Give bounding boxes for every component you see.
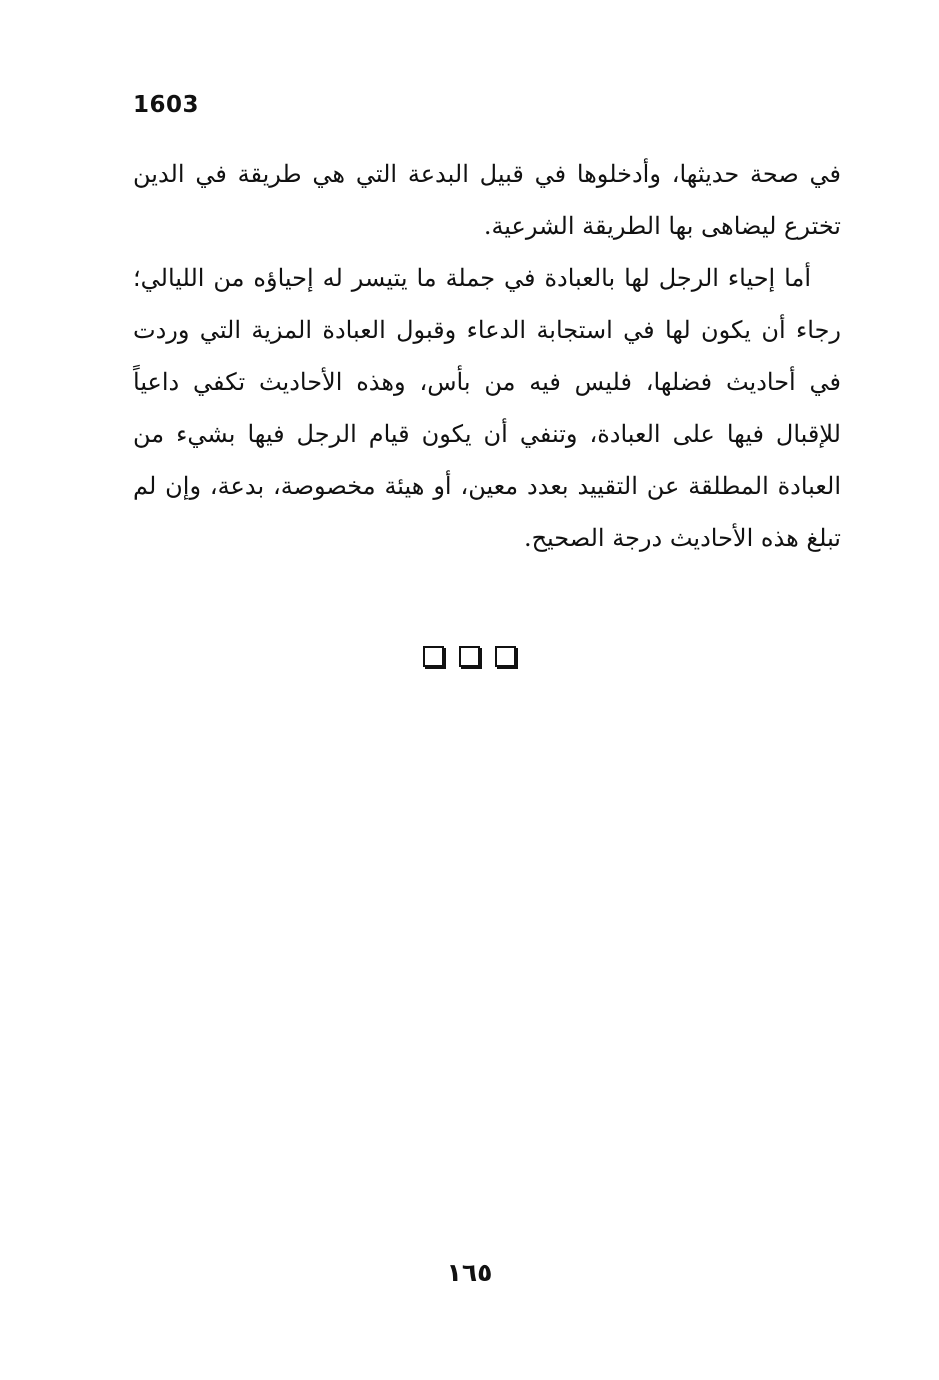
section-separator [0, 646, 939, 667]
body-text [133, 148, 841, 564]
paragraph-1: في صحة حديثها، وأدخلوها في قبيل البدعة التي هي طريقة في الدين تخترع ليضاهى بها الطريقة الشرعية. [133, 160, 841, 240]
bottom-page-number: ١٦٥ [446, 1258, 493, 1287]
separator-box-icon [459, 646, 480, 667]
separator-box-icon [495, 646, 516, 667]
top-page-number: 1603 [133, 92, 200, 118]
paragraph-2: أما إحياء الرجل لها بالعبادة في جملة ما يتيسر له إحياؤه من الليالي؛ رجاء أن يكون لها في استجابة الدعاء وقبول العبادة المزية التي وردت في أحاديث فضلها، فليس فيه من بأس، وهذه الأحاديث تكفي داعياً للإقبال فيها على العبادة، وتنفي أن يكون قيام الرجل فيها بشيء من العبادة المطلقة عن التقييد بعدد معين، أو هيئة مخصوصة، بدعة، وإن لم تبلغ هذه الأحاديث درجة الصحيح. [133, 264, 841, 552]
separator-box-icon [423, 646, 444, 667]
